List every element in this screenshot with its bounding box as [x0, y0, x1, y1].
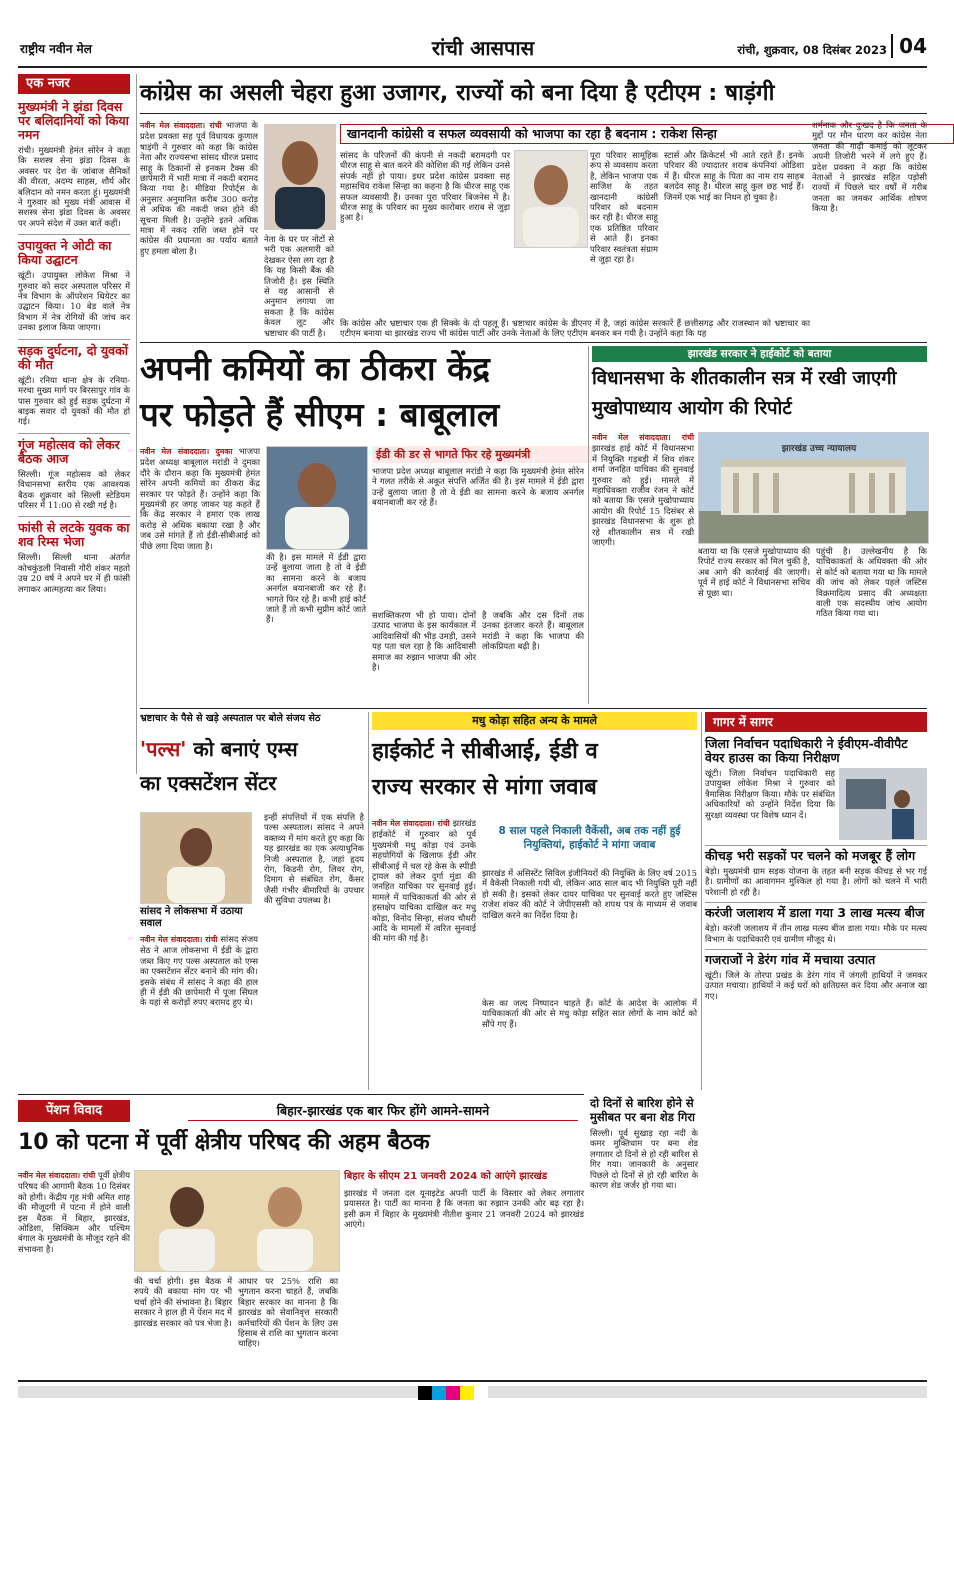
gagar-item-body: खूंटी। जिला निर्वाचन पदाधिकारी सह उपायुक्त लोकेश मिश्रा ने गुरुवार को त्रैमासिक निरीक्षण किया। मौके पर संबंधित अधिकारियों को उन्होंने निर्देश दिया कि सुरक्षा व्यवस्था पर विशेष ध्यान दें। [705, 768, 835, 820]
rain-headline: दो दिनों से बारिश होने से मुसीबत पर बना शेड गिरा [590, 1096, 696, 1124]
babulal-headline-line1: अपनी कमियों का ठीकरा केंद्र [140, 349, 490, 388]
footer-rule [18, 1380, 927, 1382]
gagar-tag: गागर में सागर [705, 712, 927, 732]
color-swatch [474, 1386, 488, 1400]
high-court-photo [698, 432, 929, 544]
ek-nazar-item [18, 234, 130, 332]
color-swatch [446, 1386, 460, 1400]
babulal-divider [588, 346, 589, 704]
babulal-body-e: है जबकि और दस दिनों तक उनका इंतजार करते हैं। बाबूलाल मरांडी ने कहा कि भाजपा की लोकप्रियता बढ़ी है। [482, 610, 584, 652]
koda-headline-line2: राज्य सरकार से मांगा जवाब [372, 775, 597, 800]
lead-photo-shadangi [264, 124, 336, 230]
pension-headline: 10 को पटना में पूर्वी क्षेत्रीय परिषद की अहम बैठक [18, 1130, 430, 1155]
pulse-body-b: इन्हीं संपत्तियों में एक संपत्ति है पल्स अस्पताल। सांसद ने अपने वक्तव्य में मांग करते हुए कहा कि यह झारखंड का एक अत्याधुनिक निजी अस्पताल है, जहां हृदय रोग, किडनी रोग, लिवर रोग, दिमाग से संबंधित रोग, कैंसर जैसी गंभीर बीमारियों के उपचार की सुविधा उपलब्ध है। [264, 812, 364, 906]
gagar-item-head: कीचड़ भरी सड़कों पर चलने को मजबूर हैं लोग [705, 848, 916, 863]
babulal-subhead: ईडी की डर से भागते फिर रहे मुख्यमंत्री [372, 446, 592, 463]
lead-photo-sinha [514, 150, 588, 248]
lead-body-e: स्टार्स और क्रिकेटर्स भी आते रहते हैं। इनके परिवार की ज्यादातर शराब कंपनियां ओडिशा में हैं। धीरज साहू के पिता का नाम राय साहब बलदेव साहू है। धीरज साहू कुल छह भाई हैं। जिनमें एक भाई का निधन हो चुका है। [664, 150, 804, 202]
babulal-photo [266, 446, 368, 550]
pulse-divider [368, 712, 369, 1090]
ek-nazar-item-head: गूंज महोत्सव को लेकर बैठक आज [18, 436, 120, 466]
pension-col-a [18, 1170, 130, 1370]
ek-nazar-item [18, 339, 130, 427]
ek-nazar-item [18, 516, 130, 594]
masthead-rule [18, 66, 927, 68]
lead-headline: कांग्रेस का असली चेहरा हुआ उजागर, राज्यों को बना दिया है एटीएम : षाड़ंगी [140, 80, 775, 106]
babulal-col-a [140, 446, 260, 704]
koda-kicker: मधु कोड़ा सहित अन्य के मामले [372, 712, 697, 730]
color-swatch [432, 1386, 446, 1400]
brand-logo: राष्ट्रीय नवीन मेल [20, 42, 92, 56]
babulal-headline [140, 346, 580, 442]
pulse-col-a [140, 934, 258, 1090]
koda-body: झारखंड हाईकोर्ट में गुरुवार को पूर्व मुख्यमंत्री मधु कोड़ा एवं उनके सहयोगियों के खिलाफ ईडी और सीबीआई में चल रहे केस के स्पीडी ट्रायल को लेकर दुर्गा मुंडा की जनहित याचिका पर सुनवाई हुई। मामले में याचिकाकर्ता की ओर से हस्तक्षेप याचिका दाखिल कर मधु कोड़ा, विनोद सिन्हा, संजय चौधरी आदि के मामलों में त्वरित सुनवाई की मांग की गई है। [372, 818, 476, 944]
gagar-item-body: बेड़ो। करंजी जलाशय में तीन लाख मत्स्य बीज डाला गया। मौके पर मत्स्य विभाग के पदाधिकारी एवं ग्रामीण मौजूद थे। [705, 923, 927, 944]
sanjay-seth-photo [140, 812, 252, 904]
vidhansabha-kicker: झारखंड सरकार ने हाईकोर्ट को बताया [592, 346, 927, 362]
ek-nazar-tag: एक नजर [18, 74, 130, 94]
koda-col-a [372, 818, 476, 1090]
lead-body-b: नेता के घर पर नोटों से भरी एक अलमारी को देखकर ऐसा लग रहा है कि यह किसी बैंक की तिजोरी है। इस स्थिति से यह आसानी से अनुमान लगाया जा सकता है कि कांग्रेस केवल लूट और भ्रष्टाचार की पार्टी है। [264, 234, 334, 338]
pension-byline: नवीन मेल संवाददाता। रांची [18, 1171, 96, 1180]
gagar-item-body: खूंटी। जिले के तोरपा प्रखंड के डेरंग गांव में जंगली हाथियों ने जमकर उत्पात मचाया। हाथियों ने कई घरों को क्षतिग्रस्त कर दिया और अनाज खा गए। [705, 970, 927, 1001]
pension-subhead: बिहार के सीएम 21 जनवरी 2024 को आएंगे झारखंड [344, 1171, 548, 1182]
vidhansabha-body-c: पहुंची है। उल्लेखनीय है कि याचिकाकर्ता के अधिवक्ता की ओर से कोर्ट को बताया गया था कि मामले की जांच को लेकर पहले जस्टिस विक्रमादित्य प्रसाद की अध्यक्षता वाली एक सदस्यीय जांच आयोग गठित किया गया था। [816, 546, 927, 619]
babulal-body-b: की है। इस मामले में ईडी द्वारा उन्हें बुलाया जाता है तो वे ईडी का सामना करने के बजाय अनर्गल बयानबाजी कर रहे हैं। भागते फिर रहे हैं। कभी हाई कोर्ट जाते हैं तो कभी सुप्रीम कोर्ट जाते हैं। [266, 552, 366, 625]
babulal-headline-line2: पर फोड़ते हैं सीएम : बाबूलाल [140, 395, 500, 434]
lead-byline-col [140, 120, 258, 336]
dateline: रांची, शुक्रवार, 08 दिसंबर 2023 [737, 43, 887, 57]
color-swatch [418, 1386, 432, 1400]
lead-bottom-rule [140, 342, 927, 343]
gagar-column [705, 712, 927, 1372]
lead-byline: नवीन मेल संवाददाता। रांची [140, 121, 222, 130]
pulse-body: सांसद संजय सेठ ने आज लोकसभा में ईडी के द्वारा जब्त किए गए पल्स अस्पताल को एम्स का एक्सटेंशन सेंटर बनाने की मांग की। इसके संबंध में सांसद ने कहा की हाल ही में ईडी की छापेमारी में पूजा सिंघल के यहां से करोड़ों रुपए बरामद हुए थे। [140, 934, 258, 1008]
footer-color-bar [18, 1386, 927, 1398]
lead-foot: कि कांग्रेस और भ्रष्टाचार एक ही सिक्के के दो पहलू हैं। भ्रष्टाचार कांग्रेस के डीएनए में है, जहां कांग्रेस सरकारें हैं छत्तीसगढ़ और राजस्थान को भ्रष्टाचार का एटीएम बनाया था झारखंड राज्य भी कांग्रेस पार्टी और उनके नेताओं के लिए एटीएम बनकर बन गयी है। उन्होंने कहा कि यह [340, 318, 810, 339]
ek-nazar-item [18, 433, 130, 511]
rain-body: सिल्ली। पूर्व सुखाड़ रहा नदी के कमर मुक्तिधाम पर बना शेड लगातार दो दिनों से हो रही बारिश से गिर गया। जानकारी के अनुसार पिछले दो दिनों से हो रही बारिश के कारण शेड जर्जर हो गया था। [590, 1128, 698, 1191]
ek-nazar-item [18, 100, 130, 228]
vidhansabha-body-b: बताया था कि एसजे मुखोपाध्याय की रिपोर्ट राज्य सरकार को मिल चुकी है, अब आगे की कार्रवाई की जाएगी। पूर्व में हाई कोर्ट ने विधानसभा सचिव से पूछा था। [698, 546, 810, 598]
portrait-icon [141, 813, 251, 903]
portrait-icon [515, 151, 587, 247]
pension-body-c: आधार पर 25% राशि का भुगतान करना चाहते हैं, जबकि बिहार सरकार का मानना है कि झारखंड को सेवानिवृत्त सरकारी कर्मचारियों की पेंशन के लिए उस हिसाब से राशि का भुगतान करना चाहिए। [238, 1276, 338, 1349]
ek-nazar-item-head: सड़क दुर्घटना, दो युवकों की मौत [18, 342, 128, 372]
vidhansabha-body: झारखंड हाई कोर्ट में विधानसभा में नियुक्ति गड़बड़ी में शिव शंकर शर्मा जनहित याचिका की सुनवाई गुरुवार को हुई। मामले में महाधिवक्ता राजीव रंजन ने कोर्ट को बताया कि एसजे मुखोपाध्याय आयोग की रिपोर्ट 15 दिसंबर से झारखंड विधानसभा के शुरू हो रहे शीतकालीन सत्र में रखी जाएगी। [592, 443, 694, 548]
section-title: रांची आसपास [431, 36, 535, 60]
pulse-headline-line2: का एक्सटेंशन सेंटर [140, 771, 277, 795]
rain-story [590, 1096, 698, 1372]
ek-nazar-item-body: खूंटी। उपायुक्त लोकेश मिश्रा ने गुरुवार को सदर अस्पताल परिसर में नेत्र विभाग के ऑपरेशन थियेटर का उद्घाटन किया। 10 बेड वाले नेत्र विभाग में नेत्र रोगियों की जांच कर उनका इलाज किया जाएगा। [18, 270, 130, 333]
pulse-caption: सांसद ने लोकसभा में उठाया सवाल [140, 906, 243, 929]
sidebar-divider [136, 74, 137, 774]
ek-nazar-column [18, 74, 130, 774]
ek-nazar-item-head: फांसी से लटके युवक का शव रिम्स भेजा [18, 520, 130, 550]
registration-swatches [418, 1385, 488, 1399]
koda-headline-line1: हाईकोर्ट ने सीबीआई, ईडी व [372, 739, 598, 764]
color-swatch [460, 1386, 474, 1400]
page-number: 04 [891, 34, 927, 58]
ek-nazar-item-body: खूंटी। रनिया थाना क्षेत्र के रनिया-मरचा मुख्य मार्ग पर बिरसापुर गांव के पास गुरुवार को हुई सड़क दुर्घटना में बाइक सवार दो युवकों की मौत हो गई। [18, 374, 130, 427]
koda-byline: नवीन मेल संवाददाता। रांची [372, 819, 450, 828]
pension-body-b: की चर्चा होगी। इस बैठक में रुपये की बकाया मांग पर भी चर्चा होने की संभावना है। बिहार सरकार ने हाल ही में पेंशन मद में झारखंड सरकार को पत्र भेजा है। [134, 1276, 232, 1328]
portrait-icon [265, 125, 335, 229]
babulal-body: भाजपा प्रदेश अध्यक्ष बाबूलाल मरांडी ने दुमका दौरे के दौरान कहा कि मुख्यमंत्री हेमंत सोरेन अपनी कमियों का ठीकरा केंद्र सरकार पर फोड़ते हैं। उन्होंने कहा कि मुख्यमंत्री हर जगह जाकर यह कहते हैं कि केंद्र सरकार ने हमारा एक लाख करोड़ से अधिक बकाया रखा है और जब उसे मांगते हैं तो ईडी-सीबीआई को पीछे लगा दिया जाता है। [140, 446, 260, 551]
babulal-body-c: भाजपा प्रदेश अध्यक्ष बाबूलाल मरांडी ने कहा कि मुख्यमंत्री हेमंत सोरेन ने गलत तरीके से अकूत संपत्ति अर्जित की है। इस मामले में ईडी द्वारा उन्हें बुलाया जाता है तो वे ईडी का सामना करने के बजाय अनर्गल बयानबाजी कर रहे हैं। [372, 466, 584, 508]
pulse-headline [140, 732, 364, 806]
gagar-item [705, 737, 927, 840]
gagar-item-head: गजराजों ने डेरंग गांव में मचाया उत्पात [705, 952, 876, 968]
high-court-sign: झारखंड उच्च न्यायालय [781, 444, 857, 454]
vidhansabha-byline: नवीन मेल संवाददाता। रांची [592, 433, 694, 442]
gagar-item [705, 949, 927, 1001]
ek-nazar-item-head: मुख्यमंत्री ने झंडा दिवस पर बलिदानियों को किया नमन [18, 99, 129, 142]
gagar-item [705, 845, 927, 897]
koda-body-c: केस का जल्द निष्पादन चाहते हैं। कोर्ट के आदेश के आलोक में याचिकाकर्ता की ओर से मधु कोड़ा सहित सात लोगों के नाम कोर्ट को सौंपे गए हैं। [482, 998, 697, 1029]
babulal-byline: नवीन मेल संवाददाता। दुमका [140, 447, 233, 456]
gagar-item-head: जिला निर्वाचन पदाधिकारी ने ईवीएम-वीवीपैट वेयर हाउस का किया निरीक्षण [705, 736, 908, 765]
pension-top-rule [18, 1094, 584, 1095]
koda-divider [701, 712, 702, 1090]
koda-headline [372, 734, 702, 810]
pension-body: पूर्वी क्षेत्रीय परिषद की आगामी बैठक 10 दिसंबर को होगी। केंद्रीय गृह मंत्री अमित शाह की मौजूदगी में पटना में होने वाली इस बैठक में बिहार, झारखंड, ओडिशा, सिक्किम और पश्चिम बंगाल के मुख्यमंत्री के मौजूद रहने की संभावना है। [18, 1170, 130, 1254]
masthead [18, 30, 927, 64]
lead-body-d: पूरा परिवार सामूहिक रूप से व्यवसाय करता है, लेकिन भाजपा एक साजिश के तहत खानदानी कांग्रेसी परिवार को बदनाम कर रही है। धीरज साहू एक प्रतिष्ठित परिवार से आते हैं। इनका परिवार स्वतंत्रता संग्राम से जुड़ा रहा है। [590, 150, 658, 265]
gagar-item-body: बेड़ो। मुख्यमंत्री ग्राम सड़क योजना के तहत बनी सड़क कीचड़ से भर गई है। ग्रामीणों का आवागमन मुश्किल हो गया है। लोगों को चलने में भारी परेशानी हो रही है। [705, 866, 927, 897]
vidhansabha-headline: विधानसभा के शीतकालीन सत्र में रखी जाएगी मुखोपाध्याय आयोग की रिपोर्ट [592, 368, 897, 419]
lead-headline-rule [140, 113, 927, 114]
portrait-icon [267, 447, 367, 549]
lead-body-c: सांसद के परिजनों की कंपनी से नकदी बरामदगी पर धीरज साहू से बात करने की कोशिश की गई लेकिन उनसे संपर्क नहीं हो पाया। इधर प्रदेश कांग्रेस प्रवक्ता सह महासचिव राकेश सिन्हा का कहना है कि धीरज साहू एक सफल व्यवसायी हैं। उनका पूरा परिवार बिजनेस में है। धीरज साहू के परिवार का मुख्य कारोबार शराब से जुड़ा हुआ है। [340, 150, 510, 223]
ek-nazar-item-body: सिल्ली। सिल्ली थाना अंतर्गत कोचकुंडली निवासी गौरी शंकर महतो उम्र 20 वर्ष ने अपने घर में ही फांसी लगाकर आत्महत्या कर लिया। [18, 552, 130, 594]
mid-rule [140, 708, 927, 709]
lead-body: भाजपा के प्रदेश प्रवक्ता सह पूर्व विधायक कुणाल षाड़ंगी ने गुरुवार को कहा कि कांग्रेस नेता और राज्यसभा सांसद धीरज प्रसाद साहू के ठिकानों से इनकम टैक्स की छापेमारी में भारी मात्रा में नकदी बरामद किया गया है। मीडिया रिपोर्ट्स के अनुसार अनुमानित करीब 300 करोड़ से अधिक की नकदी जब्त होने की सूचना मिली है। उन्होंने इतने अधिक मात्रा में नकद राशि जब्त होने पर कांग्रेस की प्रधानता का पर्याय बताते हुए हमला बोला है। [140, 120, 258, 256]
pension-photo-cms [134, 1170, 340, 1272]
warehouse-photo [839, 768, 927, 840]
ek-nazar-item-body: सिल्ली। गूंज महोत्सव को लेकर विधानसभा स्तरीय एक आवश्यक बैठक शुक्रवार को सिल्ली स्टेडियम परिसर में 11:00 से रखी गई है। [18, 468, 130, 510]
babulal-body-d: सशक्तिकरण भी हो पाया। दोनों उत्पाद भाजपा के इस कार्यकाल में आदिवासियों की भीड़ उमड़ी, उसने यह पता चल रहा है कि आदिवासी समाज का रुझान भाजपा की ओर है। [372, 610, 476, 673]
ek-nazar-item-head: उपायुक्त ने ओटी का किया उद्घाटन [18, 238, 112, 268]
pension-tag: पेंशन विवाद [18, 1100, 130, 1122]
pulse-headline-red: 'पल्स' [140, 737, 187, 761]
pension-body-d: झारखंड में जनता दल यूनाइटेड अपनी पार्टी के विस्तार को लेकर लगातार प्रयासरत है। पार्टी का मानना है कि जनता का रुझान उनकी ओर बढ़ रहा है। इसी क्रम में बिहार के मुख्यमंत्री नीतीश कुमार 21 जनवरी 2024 को झारखंड आएंगे। [344, 1188, 584, 1230]
pulse-headline-line1: को बनाएं एम्स [193, 737, 298, 761]
portrait-icon [135, 1171, 339, 1271]
pulse-byline: नवीन मेल संवाददाता। रांची [140, 935, 218, 944]
pension-kicker: बिहार-झारखंड एक बार फिर होंगे आमने-सामने [188, 1102, 578, 1121]
ek-nazar-item-body: रांची। मुख्यमंत्री हेमंत सोरेन ने कहा कि सशस्त्र सेना झंडा दिवस के अवसर पर देश के जांबाज सैनिकों की वीरता, अदम्य साहस, शौर्य और बलिदान को नमन करता हूं। मुख्यमंत्री ने गुरुवार को मुख्य मंत्री आवास में सशस्त्र सेना झंडा दिवस के अवसर पर अपने संदेश में उक्त बातें कहीं। [18, 145, 130, 228]
koda-pull-quote: 8 साल पहले निकाली वैकेंसी, अब तक नहीं हुई नियुक्तियां, हाईकोर्ट ने मांगा जवाब [498, 825, 681, 851]
gagar-item [705, 902, 927, 944]
inspection-photo-icon [840, 769, 926, 839]
gagar-item-row [705, 768, 927, 840]
gagar-item-head: करंजी जलाशय में डाला गया 3 लाख मत्स्य बीज [705, 905, 925, 921]
koda-body-b: झारखंड में असिस्टेंट सिविल इंजीनियरों की नियुक्ति के लिए वर्ष 2015 में वैकेंसी निकाली गयी थी, लेकिन आठ साल बाद भी नियुक्ति पूरी नहीं हो सकी है। इसको लेकर दायर याचिका पर सुनवाई करते हुए जस्टिस राजेश शंकर की कोर्ट ने जेपीएससी को शपथ पत्र के माध्यम से जवाब दाखिल करने का निर्देश दिया है। [482, 868, 697, 920]
vidhansabha-col-a [592, 432, 694, 704]
lead-body-f: शर्मनाक और दुःखद है कि जनता के मुद्दों पर मौन धारण कर कांग्रेस नेता जनता की गाढ़ी कमाई को लूटकर अपनी तिजोरी भरने में लगे हुए हैं। प्रदेश प्रवक्ता ने कहा कि कांग्रेस नेताओं ने झारखंड सहित पड़ोसी राज्यों में पिछले चार वर्षों में गरीब जनता का जमकर आर्थिक शोषण किया है। [812, 120, 927, 214]
lead-subhead: खानदानी कांग्रेसी व सफल व्यवसायी को भाजपा का रहा है बदनाम : राकेश सिन्हा [340, 124, 954, 144]
pulse-kicker: भ्रष्टाचार के पैसे से खड़े अस्पताल पर बोले संजय सेठ [140, 713, 321, 724]
